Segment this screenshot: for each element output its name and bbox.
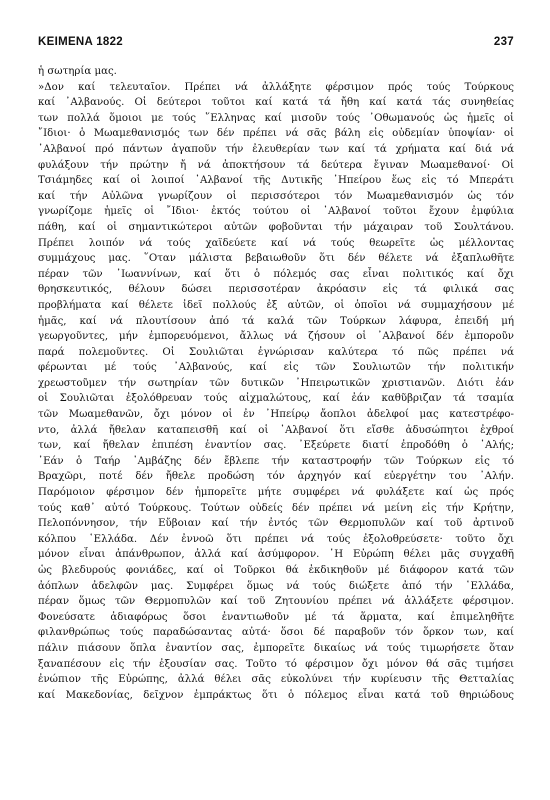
- text-line: ᾿Αλβανοί πρό πάντων ἀγαποῦν τήν ἐλευθερίαν των καί τά χρήματα καί διά νά: [38, 143, 514, 155]
- text-line: Πρέπει λοιπόν νά τούς χαϊδεύετε καί νά τούς θεωρεῖτε ὡς μέλλοντας: [38, 237, 514, 249]
- text-line: φυλάξουν τήν πρώτην ἤ νά ἀποκτήσουν τά δεύτερα ἔγιναν Μωαμεθανοί· Οἱ: [38, 159, 514, 171]
- text-line: προβλήματα καί θέλετε ἰδεῖ πολλούς ἐξ αὐτῶν, οἱ ὁποῖοι νά συμμαχήσουν μέ: [38, 299, 514, 311]
- text-line: πέραν ὅμως τῶν Θερμοπυλῶν καί τοῦ Ζητουνίου πρέπει νά ἀλλάξετε φέρσιμον.: [38, 596, 514, 608]
- text-line: γνωρίζομε ἡμεῖς οἱ ῎Ιδιοι· ἐκτός τούτου οἱ ᾿Αλβανοί τοῦτοι ἔχουν ἐμφύλια: [38, 206, 514, 218]
- text-line: Φονεύσατε ἀδιαφόρως ὅσοι ἐναντιωθοῦν μέ τά ἅρματα, καί ἐπιμεληθῆτε: [38, 611, 514, 623]
- text-line: ὡς βλεδυρούς φονιάδες, καί οἱ Τοῦρκοι θά ἐκδικηθοῦν μέ διάφορον κατά τῶν: [38, 565, 514, 576]
- page-number: 237: [493, 36, 514, 48]
- text-line: πάλιν πιάσουν ὅπλα ἐναντίον σας, ἐμπορεῖτε δικαίως νά τούς τιμωρήσετε ὅταν: [38, 642, 514, 654]
- text-line: των, καί ἤθελαν ἐπιπέση ἐναντίον σας. ᾿Εξεύρετε διατί ἐπροδόθη ὁ ᾿Αλής;: [38, 440, 514, 452]
- text-line: »Δον καί τελευταῖον. Πρέπει νά ἀλλάξητε φέρσιμον πρός τούς Τούρκους: [38, 81, 514, 93]
- text-line: Πελοπόννησον, τήν Εὔβοιαν καί τήν ἐντός τῶν Θερμοπυλῶν καί τοῦ ἀρτινοῦ: [38, 518, 514, 530]
- text-line: ἡ σωτηρία μας.: [38, 66, 117, 77]
- text-line: φέρωνται μέ τούς ᾿Αλβανούς, καί εἰς τῶν Σουλιωτῶν τήν πολιτικήν: [38, 362, 514, 374]
- text-line: ξαναπέσουν εἰς τήν ἐξουσίαν σας. Τοῦτο τό φέρσιμον ὄχι μόνον θά σᾶς τιμήσει: [38, 658, 514, 670]
- page-header: [38, 36, 514, 50]
- text-line: μόνον εἶναι ἀπάνθρωπον, ἀλλά καί ἀσύμφορον. ῾Η Εὐρώπη θέλει μᾶς συγχαθῆ: [38, 549, 514, 561]
- text-line: ᾿Εάν ὁ Ταήρ ᾿Αμβάζης δέν ἔβλεπε τήν καταστροφήν τῶν Τούρκων εἰς τό: [38, 455, 514, 467]
- text-line: ἡμᾶς, καί νά πλουτίσουν ἀπό τά καλά τῶν Τούρκων λάφυρα, ἐπειδή μή: [38, 315, 514, 327]
- text-line: ἐνώπιον τῆς Εὐρώπης, ἀλλά θέλει σᾶς εὐκολύνει τήν κυρίευσιν τῆς Θετταλίας: [38, 674, 514, 686]
- text-line: Παρόμοιον φέρσιμον δέν ἠμπορεῖτε μήτε συμφέρει νά φυλάξετε καί ὡς πρός: [38, 487, 514, 499]
- text-line: καί ᾿Αλβανούς. Οἱ δεύτεροι τοῦτοι καί κατά τά ἤθη καί κατά τάς συνηθείας: [38, 97, 514, 109]
- text-line: καί Μακεδονίας, δεῖχνον ἐμπράκτως ὅτι ὁ πόλεμος εἶναι κατά τοῦ θηριώδους: [38, 689, 514, 701]
- text-line: τούς καθ᾿ αὐτό Τούρκους. Τούτων οὐδείς δέν πρέπει νά μείνη εἰς τήν Κρήτην,: [38, 502, 514, 514]
- text-line: θρησκευτικός, θέλουν δώσει περισσοτέραν ἀκρόασιν εἰς τά φιλικά σας: [38, 284, 514, 296]
- text-line: χρεωστοῦμεν τήν σωτηρίαν τῶν δυτικῶν ᾿Ηπειρωτικῶν χριστιανῶν. Διότι ἐάν: [38, 377, 514, 389]
- text-line: ἀόπλων ἀδελφῶν μας. Συμφέρει ὅμως νά τούς διώξετε ἀπό τήν ῾Ελλάδα,: [38, 580, 514, 592]
- text-line: Βραχῶρι, ποτέ δέν ἤθελε προδώση τόν ἀρχηγόν καί εὐεργέτην του ᾿Αλήν.: [38, 471, 514, 483]
- text-line: κόλπου ῾Ελλάδα. Δέν ἐννοῶ ὅτι πρέπει νά τούς ἐξολοθρεύσετε· τοῦτο ὄχι: [38, 533, 514, 545]
- text-line: γεωργοῦντες, μήν ἐμπορευόμενοι, ἄλλως νά ζήσουν οἱ ᾿Αλβανοί δέν ἐμποροῦν: [38, 331, 514, 343]
- text-line: ντο, ἀλλά ἤθελαν καταπεισθῆ καί οἱ ᾿Αλβανοί ὅτι εἴσθε ἀδυσώπητοι ἐχθροί: [38, 424, 514, 436]
- text-line: φιλανθρώπως τούς παραδώσαντας αὐτά· ὅσοι δέ παραβοῦν τόν ὅρκον των, καί: [38, 627, 514, 639]
- text-line: πάθη, καί οἱ σημαντικώτεροι αὐτῶν φοβοῦνται τήν μάχαιραν τοῦ Σουλτάνου.: [38, 221, 514, 233]
- text-line: τῶν Μωαμεθανῶν, ὄχι μόνον οἱ ἐν ᾿Ηπείρῳ ἄοπλοι ἀδελφοί μας κατεστρέφο-: [38, 409, 514, 421]
- text-line: των πολλά ὅμοιοι με τούς ῞Ελληνας καί μισοῦν τούς ᾿Οθωμανούς ὡς ἡμεῖς οἱ: [38, 112, 514, 124]
- text-line: οἱ Σουλιῶται ἐξολόθρευαν τούς αἰχμαλώτους, καί ἐάν καθῦβριζαν τά τσαμία: [38, 393, 514, 405]
- text-line: ῎Ιδιοι· ὁ Μωαμεθανισμός των δέν πρέπει νά σᾶς βάλη εἰς οὐδεμίαν ὑποψίαν· οἱ: [38, 128, 514, 140]
- text-line: συμμάχους μας. ῞Οταν μάλιστα βεβαιωθοῦν ὅτι δέν θέλετε νά ἐξαπλωθῆτε: [38, 253, 514, 265]
- running-title: KEIMENA 1822: [38, 36, 123, 48]
- text-line: πέραν τῶν ᾿Ιωαννίνων, καί ὅτι ὁ πόλεμός σας εἶναι πολιτικός καί ὄχι: [38, 268, 514, 280]
- text-line: παρά πολεμοῦντες. Οἱ Σουλιῶται ἐγνώρισαν καλύτερα τό πῶς πρέπει νά: [38, 346, 514, 358]
- text-line: καί τήν Αὐλῶνα γνωρίζουν οἱ περισσότεροι τόν Μωαμεθανισμόν ὡς τόν: [38, 190, 514, 202]
- text-line: Τσιάμηδες καί οἱ λοιποί ᾿Αλβανοί τῆς Δυτικῆς ᾿Ηπείρου ἕως εἰς τό Μπεράτι: [38, 175, 514, 187]
- body-text: [38, 64, 514, 703]
